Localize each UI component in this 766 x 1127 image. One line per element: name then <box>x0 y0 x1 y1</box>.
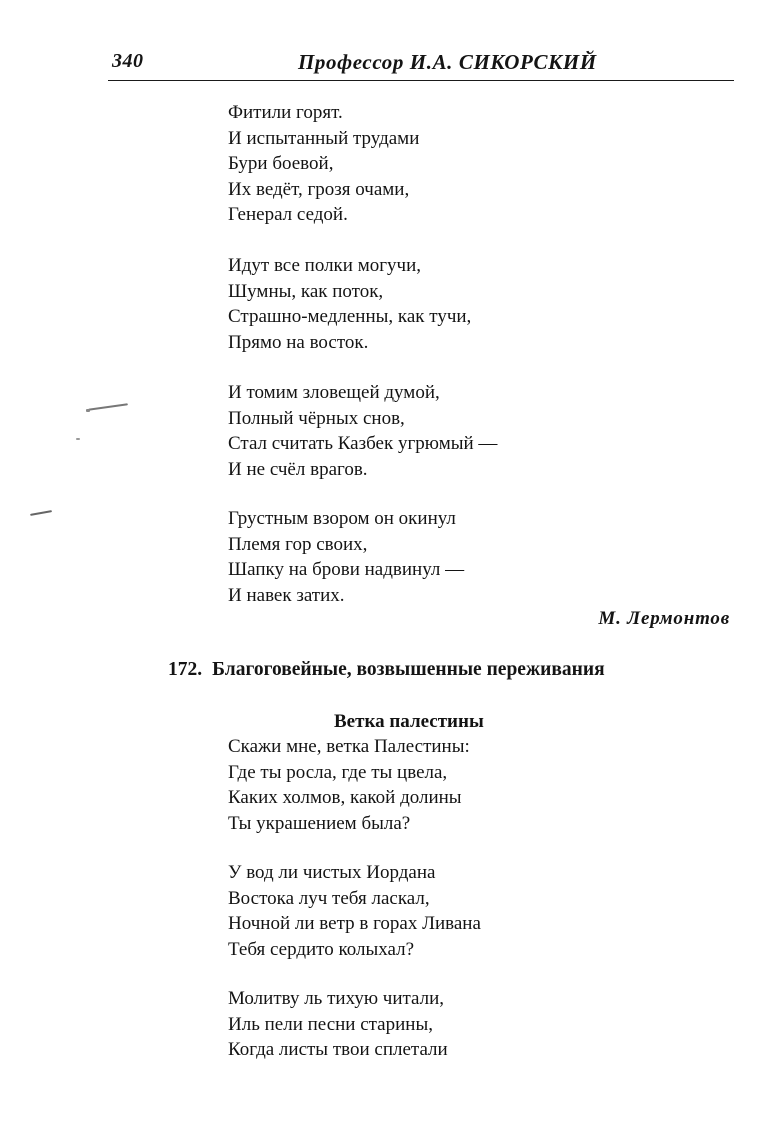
poem2-stanza-3 <box>228 986 448 1063</box>
poem1-stanza-1 <box>228 100 419 228</box>
section-heading <box>168 659 605 681</box>
scan-mark <box>30 510 52 515</box>
verse-line: Ночной ли ветр в горах Ливана <box>228 913 481 934</box>
verse-line: Полный чёрных снов, <box>228 407 405 429</box>
running-head: Профессор И.А. СИКОРСКИЙ <box>298 50 597 74</box>
verse-line: Скажи мне, ветка Палестины: <box>228 736 470 757</box>
verse-line: Тебя сердито колыхал? <box>228 938 415 960</box>
verse-line: И не счёл врагов. <box>228 458 368 480</box>
verse-line: Грустным взором он окинул <box>228 508 456 529</box>
verse-line: Генерал седой. <box>228 204 348 225</box>
verse-line: Племя гор своих, <box>228 533 368 555</box>
verse-line: Фитили горят. <box>228 102 343 123</box>
verse-line: У вод ли чистых Иордана <box>228 862 436 883</box>
header-rule <box>108 80 734 81</box>
verse-line: И томим зловещей думой, <box>228 382 440 403</box>
poem2-stanza-1 <box>228 734 470 836</box>
poem1-author: М. Лермонтов <box>598 608 730 629</box>
verse-line: Ты украшением была? <box>228 812 411 834</box>
page-header <box>112 50 734 80</box>
page-number: 340 <box>112 50 144 72</box>
poem1-stanza-3 <box>228 380 497 482</box>
verse-line: Каких холмов, какой долины <box>228 787 462 808</box>
verse-line: Иль пели песни старины, <box>228 1013 433 1035</box>
section-title: Благоговейные, возвышенные переживания <box>212 659 605 680</box>
poem1-stanza-2 <box>228 253 471 355</box>
scan-mark <box>86 409 90 412</box>
scan-mark <box>88 403 128 411</box>
verse-line: Прямо на восток. <box>228 331 369 353</box>
verse-line: Шумны, как поток, <box>228 280 384 302</box>
verse-line: Их ведёт, грозя очами, <box>228 178 410 200</box>
poem2-title: Ветка палестины <box>334 711 484 732</box>
verse-line: Страшно-медленны, как тучи, <box>228 306 472 327</box>
poem2-stanza-2 <box>228 860 481 962</box>
verse-line: Молитву ль тихую читали, <box>228 988 445 1009</box>
verse-line: Где ты росла, где ты цвела, <box>228 761 448 783</box>
verse-line: И навек затих. <box>228 584 345 606</box>
poem1-stanza-4 <box>228 506 464 608</box>
verse-line: Востока луч тебя ласкал, <box>228 887 430 909</box>
verse-line: Бури боевой, <box>228 153 334 174</box>
verse-line: Стал считать Казбек угрюмый — <box>228 433 498 454</box>
verse-line: Когда листы твои сплетали <box>228 1039 448 1060</box>
scan-mark <box>76 438 80 440</box>
verse-line: Шапку на брови надвинул — <box>228 559 465 580</box>
verse-line: Идут все полки могучи, <box>228 255 421 276</box>
section-number: 172. <box>168 659 203 680</box>
verse-line: И испытанный трудами <box>228 127 420 149</box>
